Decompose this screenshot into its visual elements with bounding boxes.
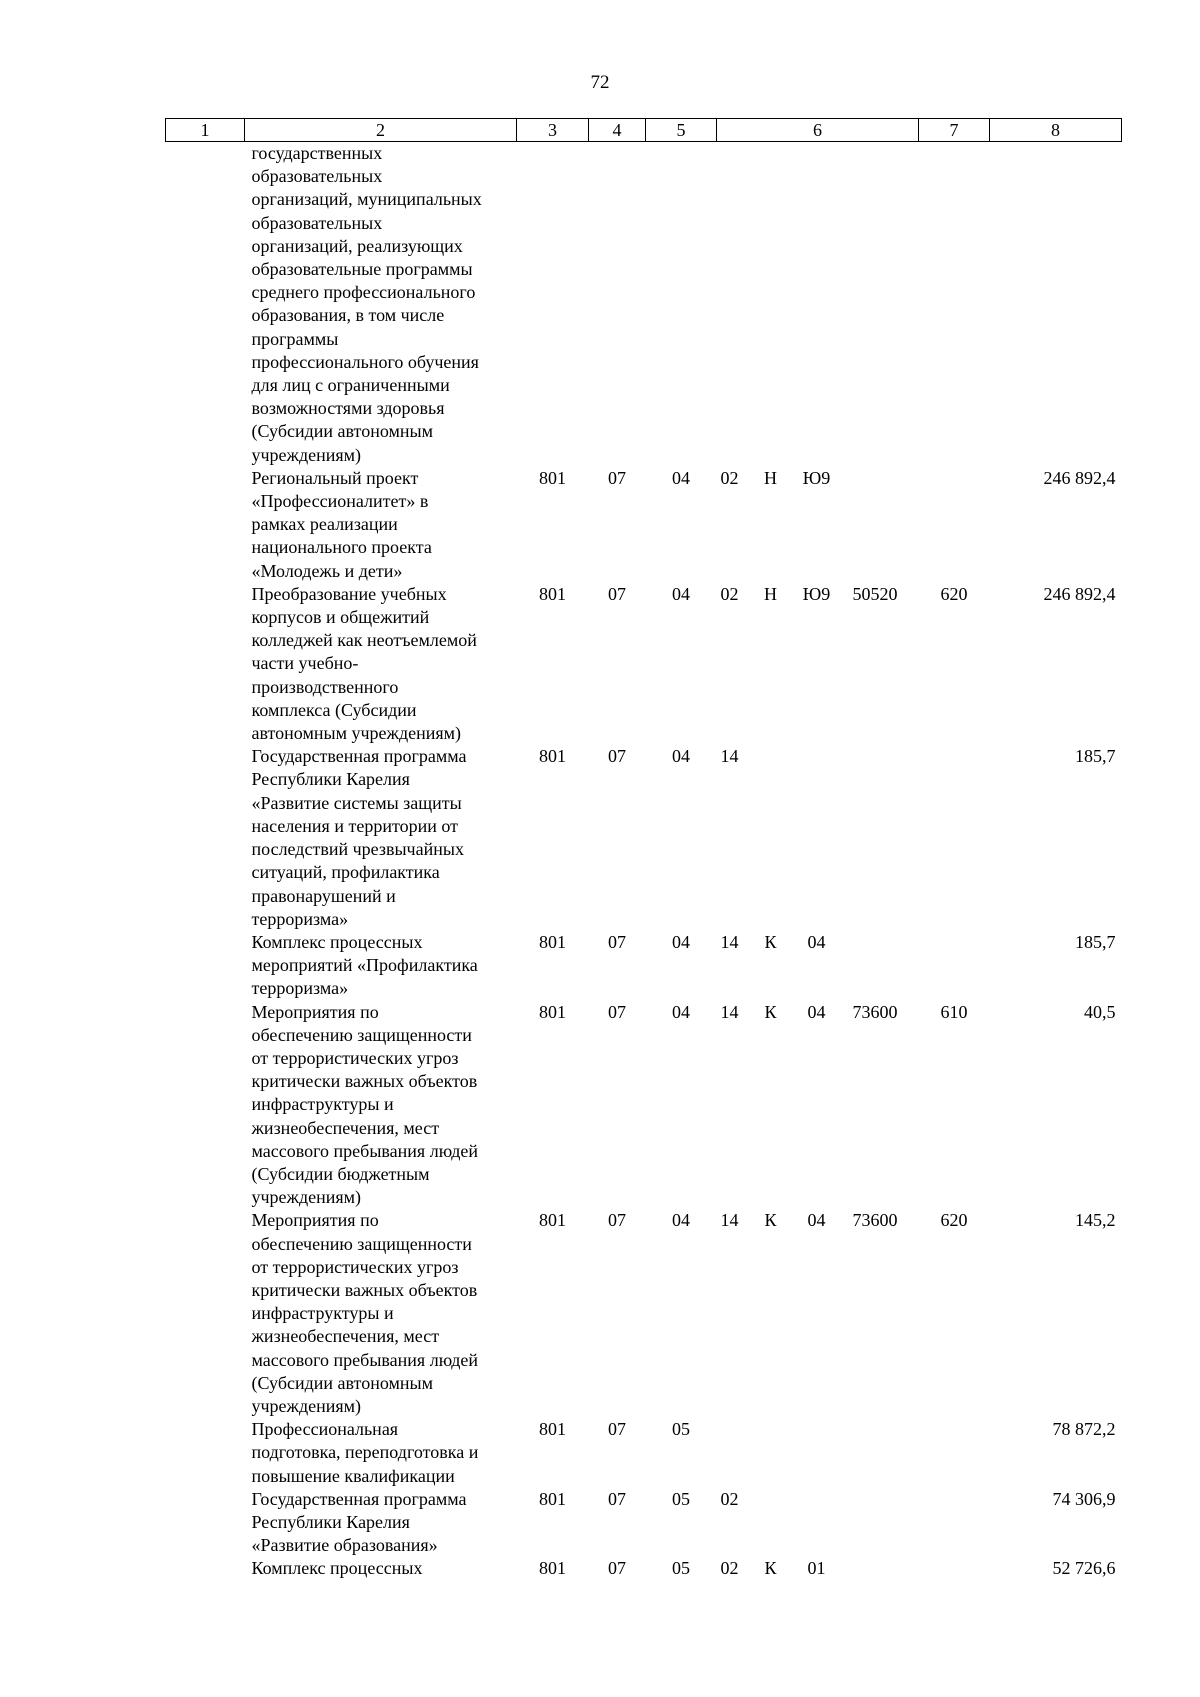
cell-vr: 620: [940, 1210, 968, 1231]
column-header-3: 3: [517, 119, 589, 142]
cell-cs-fx: К: [764, 1001, 777, 1022]
cell-vr: [919, 745, 990, 931]
cell-rz: [589, 142, 646, 467]
cell-name: Региональный проект «Профессионалитет» в рамках реализации национального проекта «Молодежь и дети»: [251, 467, 432, 581]
cell-sum: 246 892,4: [1043, 583, 1116, 604]
cell-vr: [919, 1557, 990, 1580]
column-header-8: 8: [990, 119, 1122, 142]
cell-sum: 52 726,6: [1052, 1558, 1116, 1579]
cell-pr: 04: [672, 746, 690, 767]
cell-pr: 05: [672, 1419, 690, 1440]
cell-pr: [646, 142, 717, 467]
cell-cs-fx: К: [764, 1210, 777, 1231]
cell-empty: [166, 1488, 245, 1558]
cell-pr: 05: [672, 1488, 690, 1509]
cell-rz: 07: [608, 1001, 626, 1022]
cell-cs-dir: [845, 467, 919, 583]
cell-pr: 05: [672, 1558, 690, 1579]
cell-cs-dir: [845, 1488, 919, 1558]
cell-cs-fx: [753, 1418, 789, 1488]
cell-rz: 07: [608, 583, 626, 604]
cell-pr: 04: [672, 467, 690, 488]
cell-cs-fx: [753, 1488, 789, 1558]
cell-cs-prog: 02: [720, 467, 739, 488]
cell-empty: [166, 467, 245, 583]
cell-cs-dir: [845, 931, 919, 1001]
cell-empty: [166, 583, 245, 745]
cell-cs-proj: [789, 745, 845, 931]
cell-name: Мероприятия по обеспечению защищенности от террористических угроз критически важных объектов инфраструктуры и жизнеобеспечения, мест массового пребывания людей (Субсидии автономным учреждениям): [251, 1210, 479, 1416]
cell-cs-dir: [845, 1418, 919, 1488]
table-row: [166, 1418, 1122, 1488]
cell-cs-fx: Н: [764, 467, 777, 488]
cell-cs-fx: Н: [764, 583, 777, 604]
cell-sum: [990, 142, 1122, 467]
cell-gr: 801: [539, 1001, 566, 1022]
cell-cs-proj: Ю9: [802, 467, 831, 488]
cell-name: Преобразование учебных корпусов и общежитий колледжей как неотъемлемой части учебно- производственного комплекса (Субсидии автономным учреждениям): [251, 583, 477, 744]
cell-cs-dir: [845, 142, 919, 467]
cell-cs-proj: 01: [807, 1558, 826, 1579]
cell-cs-fx: К: [764, 931, 777, 952]
column-header-4: 4: [589, 119, 646, 142]
cell-vr: [919, 1418, 990, 1488]
cell-gr: 801: [539, 1488, 566, 1509]
cell-cs-dir: 73600: [852, 1210, 898, 1231]
cell-empty: [166, 1418, 245, 1488]
cell-empty: [166, 1209, 245, 1418]
cell-cs-prog: 02: [720, 1488, 739, 1509]
cell-cs-proj: [789, 1418, 845, 1488]
table-row: [166, 1557, 1122, 1580]
cell-cs-prog: 14: [720, 1210, 739, 1231]
cell-cs-proj: 04: [807, 1001, 826, 1022]
cell-sum: 74 306,9: [1052, 1488, 1116, 1509]
cell-cs-prog: 14: [720, 746, 739, 767]
column-header-2: 2: [245, 119, 517, 142]
cell-rz: 07: [608, 1558, 626, 1579]
cell-empty: [166, 142, 245, 467]
cell-pr: 04: [672, 1210, 690, 1231]
cell-cs-prog: 14: [720, 931, 739, 952]
cell-gr: 801: [539, 1210, 566, 1231]
table-row: [166, 1001, 1122, 1210]
budget-table: [165, 118, 1122, 1581]
table-row: [166, 931, 1122, 1001]
column-header-6: 6: [717, 119, 919, 142]
cell-empty: [166, 1001, 245, 1210]
cell-sum: 40,5: [1084, 1001, 1116, 1022]
cell-empty: [166, 1557, 245, 1580]
cell-cs-proj: Ю9: [802, 583, 831, 604]
cell-sum: 246 892,4: [1043, 467, 1116, 488]
cell-sum: 185,7: [1075, 746, 1116, 767]
cell-gr: [517, 142, 589, 467]
cell-gr: 801: [539, 583, 566, 604]
cell-rz: 07: [608, 746, 626, 767]
cell-gr: 801: [539, 467, 566, 488]
cell-cs-proj: 04: [807, 1210, 826, 1231]
table-header-row: [166, 119, 1122, 142]
cell-cs-fx: К: [764, 1558, 777, 1579]
cell-rz: 07: [608, 931, 626, 952]
cell-cs-prog: 02: [720, 1558, 739, 1579]
cell-cs-dir: [845, 1557, 919, 1580]
cell-cs-dir: 73600: [852, 1001, 898, 1022]
cell-cs-dir: [845, 745, 919, 931]
cell-cs-fx: [753, 142, 789, 467]
cell-name: Государственная программа Республики Карелия «Развитие системы защиты населения и территории от последствий чрезвычайных ситуаций, профилактика правонарушений и терроризма»: [251, 746, 467, 929]
cell-vr: [919, 931, 990, 1001]
cell-pr: 04: [672, 931, 690, 952]
cell-rz: 07: [608, 1210, 626, 1231]
cell-vr: [919, 142, 990, 467]
cell-rz: 07: [608, 1488, 626, 1509]
cell-vr: 620: [940, 583, 968, 604]
cell-rz: 07: [608, 1419, 626, 1440]
cell-empty: [166, 745, 245, 931]
column-header-1: 1: [166, 119, 245, 142]
cell-gr: 801: [539, 1558, 566, 1579]
table-row: [166, 583, 1122, 745]
cell-pr: 04: [672, 1001, 690, 1022]
table-row: [166, 745, 1122, 931]
cell-name: Комплекс процессных: [251, 1558, 423, 1579]
table-body: [166, 142, 1122, 1581]
cell-cs-proj: [789, 142, 845, 467]
cell-rz: 07: [608, 467, 626, 488]
column-header-7: 7: [919, 119, 990, 142]
cell-name: государственных образовательных организаций, муниципальных образовательных организаций, реализующих образовательные программы среднего профессионального образования, в том числе программы профессионального обучения для лиц с ограниченными возможностями здоровья (Субсидии автономным учреждениям): [251, 143, 482, 465]
cell-name: Комплекс процессных мероприятий «Профилактика терроризма»: [251, 931, 478, 999]
cell-cs-prog: [717, 142, 753, 467]
cell-cs-proj: [789, 1488, 845, 1558]
table-row: [166, 1209, 1122, 1418]
cell-cs-fx: [753, 745, 789, 931]
column-header-5: 5: [646, 119, 717, 142]
cell-gr: 801: [539, 1419, 566, 1440]
cell-name: Профессиональная подготовка, переподготовка и повышение квалификации: [251, 1419, 479, 1486]
cell-cs-prog: 02: [720, 583, 739, 604]
page-number: 72: [590, 72, 610, 93]
cell-name: Мероприятия по обеспечению защищенности от террористических угроз критически важных объектов инфраструктуры и жизнеобеспечения, мест массового пребывания людей (Субсидии бюджетным учреждениям): [251, 1001, 479, 1208]
cell-sum: 185,7: [1075, 931, 1116, 952]
cell-empty: [166, 931, 245, 1001]
cell-gr: 801: [539, 746, 566, 767]
cell-sum: 78 872,2: [1052, 1419, 1116, 1440]
cell-pr: 04: [672, 583, 690, 604]
table-row: [166, 467, 1122, 583]
cell-cs-dir: 50520: [852, 583, 898, 604]
cell-gr: 801: [539, 931, 566, 952]
cell-cs-prog: [717, 1418, 753, 1488]
cell-sum: 145,2: [1075, 1210, 1116, 1231]
cell-vr: [919, 1488, 990, 1558]
table-row: [166, 142, 1122, 467]
table-row: [166, 1488, 1122, 1558]
cell-cs-prog: 14: [720, 1001, 739, 1022]
cell-cs-proj: 04: [807, 931, 826, 952]
cell-vr: 610: [940, 1001, 968, 1022]
cell-name: Государственная программа Республики Карелия «Развитие образования»: [251, 1488, 467, 1556]
cell-vr: [919, 467, 990, 583]
